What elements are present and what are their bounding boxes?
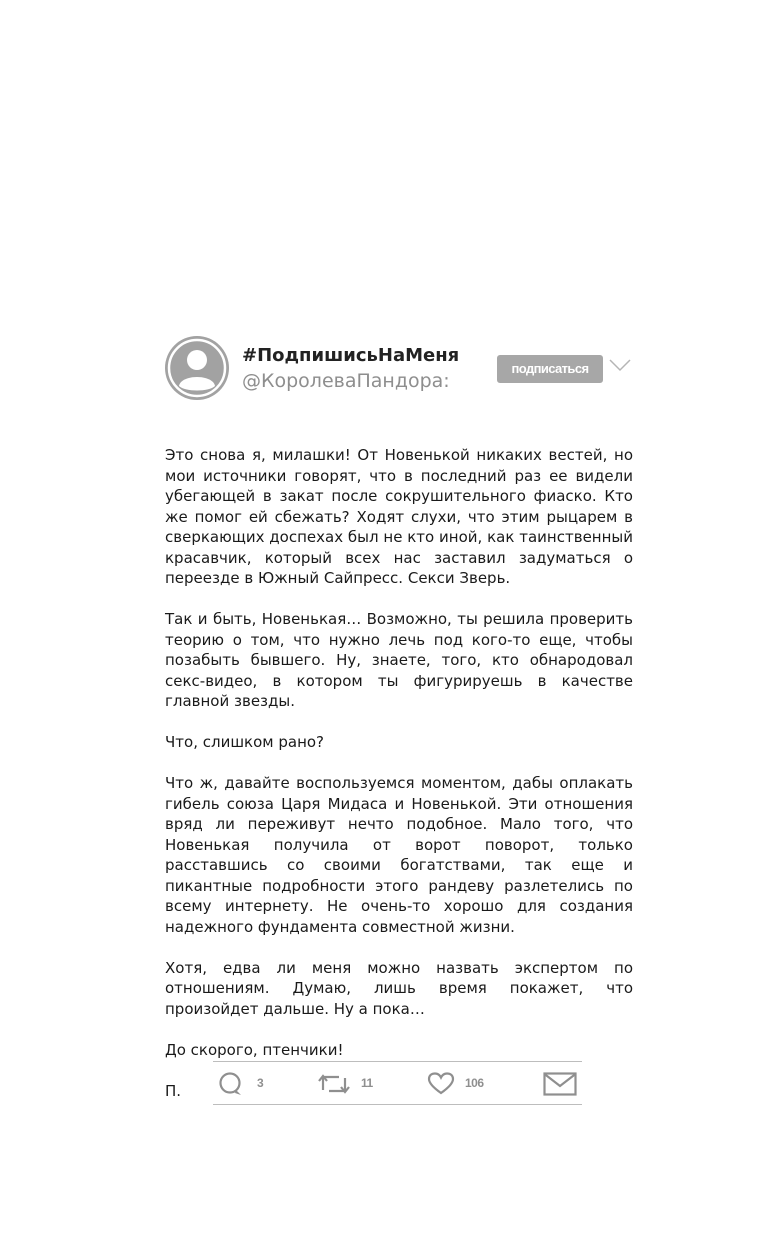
user-silhouette-icon <box>165 336 229 400</box>
tweet-header <box>165 336 633 402</box>
user-handle[interactable]: @КоролеваПандора: <box>242 370 450 392</box>
reply-icon[interactable] <box>217 1072 245 1096</box>
envelope-icon[interactable] <box>543 1072 577 1096</box>
tweet-body <box>165 445 633 1122</box>
retweet-count: 11 <box>361 1076 373 1090</box>
retweet-icon[interactable] <box>317 1072 351 1096</box>
tweet-signature: П. <box>165 1081 182 1100</box>
chevron-down-icon[interactable] <box>609 358 631 372</box>
reply-action[interactable] <box>217 1062 277 1104</box>
tweet-paragraph: Это снова я, милашки! От Новенькой никаких вестей, но мои источники говорят, что в последний раз ее видели убегающей в закат после сокрушительного фиаско. Кто же помог ей сбежать? Ходят слухи, что этим рыцарем в сверкающих доспехах был не кто иной, как таинственный красавчик, который всех нас заставил задуматься о переезде в Южный Сайпресс. Секси Зверь. <box>165 446 633 587</box>
retweet-action[interactable] <box>317 1062 387 1104</box>
tweet-paragraph: Так и быть, Новенькая… Возможно, ты решила проверить теорию о том, что нужно лечь под кого-то еще, чтобы позабыть бывшего. Ну, знаете, того, кто обнародовал секс-видео, в котором ты фигурируешь в качестве главной звезды. <box>165 610 633 710</box>
avatar[interactable] <box>165 336 229 400</box>
heart-icon[interactable] <box>427 1072 455 1096</box>
message-action[interactable] <box>543 1062 579 1104</box>
tweet-action-bar <box>213 1061 582 1105</box>
tweet-paragraph: До скорого, птенчики! <box>165 1040 344 1059</box>
like-action[interactable] <box>427 1062 507 1104</box>
tweet-paragraph: Что, слишком рано? <box>165 733 325 751</box>
like-count: 106 <box>465 1076 484 1090</box>
tweet-paragraph: Что ж, давайте воспользуемся моментом, дабы оплакать гибель союза Царя Мидаса и Новенькой. Эти отношения вряд ли переживут нечто подобное. Мало того, что Новенькая получила от ворот поворот, только расставшись со своими богатствами, так еще и пикантные подробности этого рандеву разлетелись по всему интернету. Не очень-то хорошо для создания надежного фундамента совместной жизни. <box>165 774 633 936</box>
follow-button[interactable]: подписаться <box>497 355 603 383</box>
reply-count: 3 <box>257 1076 264 1090</box>
hashtag-title[interactable]: #ПодпишисьНаМеня <box>242 345 460 366</box>
tweet-paragraph: Хотя, едва ли меня можно назвать экспертом по отношениям. Думаю, лишь время покажет, что произойдет дальше. Ну а пока… <box>165 958 633 1018</box>
